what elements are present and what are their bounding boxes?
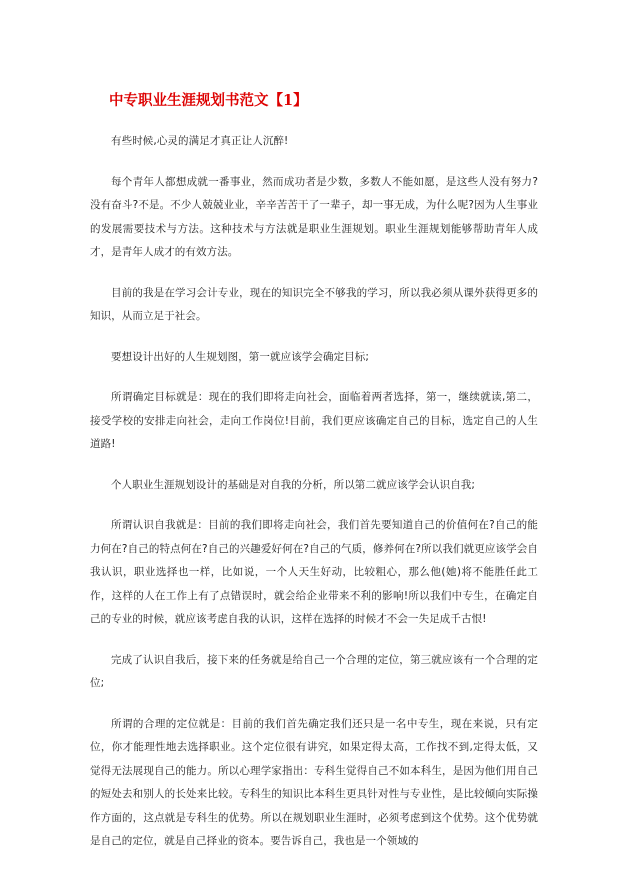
paragraph: 所谓认识自我就是：目前的我们即将走向社会，我们首先要知道自己的价值何在?自己的能力何在?自己的特点何在?自己的兴趣爱好何在?自己的气质，修养何在?所以我们就更应该学会自我认识，职业选择也一样，比如说，一个人天生好动，比较粗心，那么他(她)将不能胜任此工作，这样的人在工作上有了点错误时，就会给企业带来不利的影响!所以我们中专生，在确定自己的专业的时候，就应该考虑自我的认识，这样在选择的时候才不会一失足成千古恨! xyxy=(90,519,538,625)
paragraph: 所谓的合理的定位就是：目前的我们首先确定我们还只是一名中专生，现在来说，只有定位，你才能理性地去选择职业。这个定位很有讲究，如果定得太高，工作找不到,定得太低，又觉得无法展现自己的能力。所以心理学家指出：专科生觉得自己不如本科生，是因为他们用自己的短处去和别人的长处来比较。专科生的知识比本科生更具针对性与专业性，是比较倾向实际操作方面的，这点就是专科生的优势。所以在规划职业生涯时，必须考虑到这个优势。这个优势就是自己的定位，就是自己择业的资本。要告诉自己，我也是一个领域的 xyxy=(90,717,538,847)
paragraph: 所谓确定目标就是：现在的我们即将走向社会，面临着两者选择，第一，继续就读,第二，接受学校的安排走向社会，走向工作岗位!目前，我们更应该确定自己的目标，选定自己的人生道路! xyxy=(90,391,538,450)
paragraph: 每个青年人都想成就一番事业，然而成功者是少数，多数人不能如愿，是这些人没有努力?没有奋斗?不是。不少人兢兢业业，辛辛苦苦干了一辈子，却一事无成，为什么呢?因为人生事业的发展需要技术与方法。这种技术与方法就是职业生涯规划。职业生涯规划能够帮助青年人成才，是青年人成才的有效方法。 xyxy=(90,175,538,258)
paragraph: 要想设计出好的人生规划图，第一就应该学会确定目标; xyxy=(111,350,370,363)
document-body xyxy=(90,130,538,871)
paragraph: 完成了认识自我后，接下来的任务就是给自己一个合理的定位，第三就应该有一个合理的定位; xyxy=(90,653,538,689)
paragraph: 个人职业生涯规划设计的基础是对自我的分析，所以第二就应该学会认识自我; xyxy=(111,478,476,491)
paragraph: 有些时候,心灵的满足才真正让人沉醉! xyxy=(111,135,289,147)
document-title: 中专职业生涯规划书范文【1】 xyxy=(109,92,308,109)
paragraph: 目前的我是在学习会计专业，现在的知识完全不够我的学习，所以我必须从课外获得更多的知识，从而立足于社会。 xyxy=(90,286,538,322)
